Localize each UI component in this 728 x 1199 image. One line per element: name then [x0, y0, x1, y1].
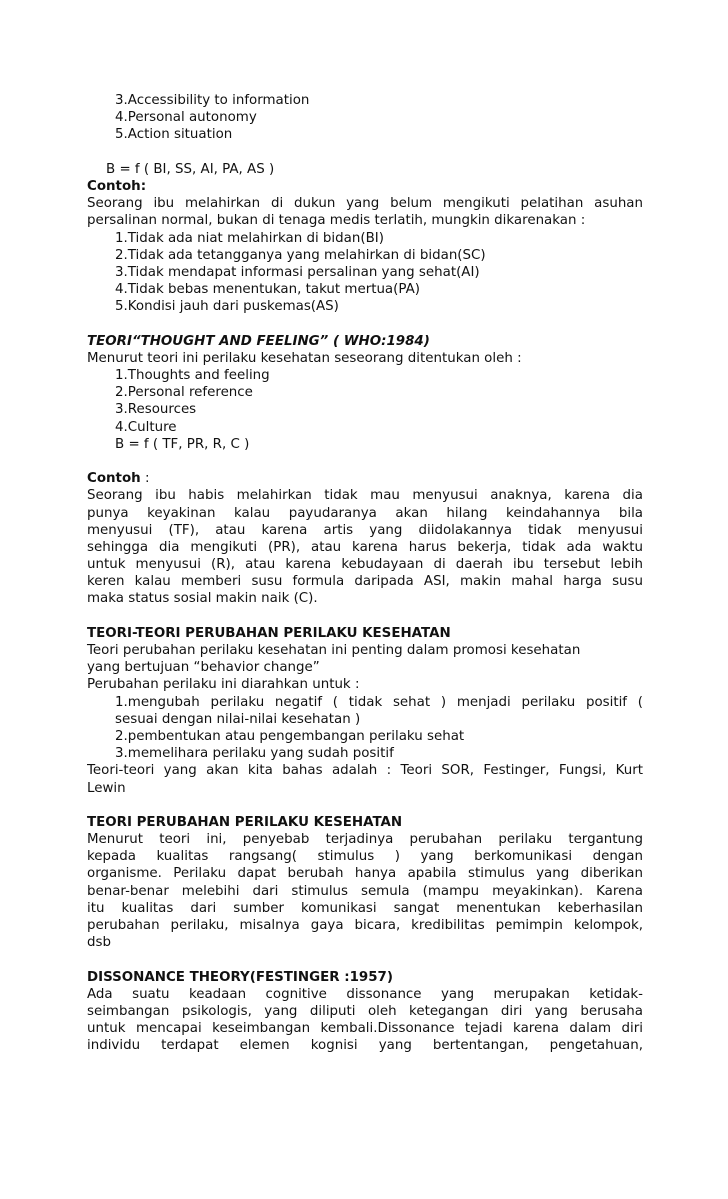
list-item: 4.Tidak bebas menentukan, takut mertua(PA) [115, 282, 420, 298]
paragraph-line: individu terdapat elemen kognisi yang bertentangan, pengetahuan, [87, 1038, 643, 1054]
list-item: 3.memelihara perilaku yang sudah positif [115, 746, 394, 762]
paragraph-line: untuk mencapai keseimbangan kembali.Dissonance tejadi karena dalam diri [87, 1021, 643, 1037]
paragraph-line: punya keyakinan kalau payudaranya akan hilang keindahannya bila [87, 505, 643, 521]
paragraph-line: itu kualitas dari sumber komunikasi sangat menentukan keberhasilan [87, 900, 643, 916]
paragraph-line: untuk menyusui (R), atau karena kebudayaan di daerah ibu tersebut lebih [87, 557, 643, 573]
list-item: 3.Resources [115, 402, 197, 418]
list-item: 3.Accessibility to information [115, 93, 310, 108]
list-item: sesuai dengan nilai-nilai kesehatan ) [115, 711, 361, 727]
paragraph-line: Seorang ibu habis melahirkan tidak mau menyusui anaknya, karena dia [87, 488, 643, 504]
paragraph-line: perubahan perilaku, misalnya gaya bicara, kredibilitas pemimpin kelompok, [87, 918, 643, 933]
paragraph-line: keren kalau memberi susu formula daripada ASI, makin mahal harga susu [87, 574, 643, 590]
list-item: 4.Culture [115, 419, 177, 435]
section-heading: TEORI“THOUGHT AND FEELING” ( WHO:1984) [87, 333, 430, 349]
list-item: 1.Thoughts and feeling [115, 368, 270, 383]
paragraph-line: Perubahan perilaku ini diarahkan untuk : [87, 677, 360, 693]
paragraph-line: Teori-teori yang akan kita bahas adalah : Teori SOR, Festinger, Fungsi, Kurt [87, 763, 643, 779]
document-page [87, 92, 643, 1055]
paragraph-line: benar-benar melebihi dari stimulus semula (mampu meyakinkan). Karena [87, 883, 643, 899]
list-item: 2.Personal reference [115, 385, 253, 401]
list-item: 1.Tidak ada niat melahirkan di bidan(BI) [115, 230, 384, 246]
paragraph-line: sehingga dia mengikuti (PR), atau karena harus bekerja, tidak ada waktu [87, 539, 643, 555]
paragraph-line: Ada suatu keadaan cognitive dissonance yang merupakan ketidak- [87, 986, 643, 1002]
section-heading: TEORI-TEORI PERUBAHAN PERILAKU KESEHATAN [87, 625, 451, 641]
formula: B = f ( BI, SS, AI, PA, AS ) [106, 161, 275, 177]
paragraph-line: menyusui (TF), atau karena artis yang diidolakannya tidak menyusui [87, 522, 643, 538]
paragraph-line: maka status sosial makin naik (C). [87, 591, 318, 607]
list-item: 4.Personal autonomy [115, 110, 257, 126]
example-label-row [87, 470, 643, 487]
section-heading: TEORI PERUBAHAN PERILAKU KESEHATAN [87, 814, 403, 830]
list-item: 5.Kondisi jauh dari puskemas(AS) [115, 299, 339, 315]
paragraph-line: yang bertujuan “behavior change” [87, 660, 320, 676]
paragraph-line: dsb [87, 935, 111, 951]
paragraph-line: Teori perubahan perilaku kesehatan ini penting dalam promosi kesehatan [87, 643, 581, 658]
section-heading: DISSONANCE THEORY(FESTINGER :1957) [87, 969, 393, 985]
paragraph-line: Seorang ibu melahirkan di dukun yang belum mengikuti pelatihan asuhan [87, 196, 643, 212]
list-item: 2.pembentukan atau pengembangan perilaku sehat [115, 728, 465, 744]
list-item: 3.Tidak mendapat informasi persalinan yang sehat(AI) [115, 264, 480, 280]
example-label: Contoh [87, 471, 141, 487]
formula: B = f ( TF, PR, R, C ) [115, 436, 250, 452]
paragraph-line: kepada kualitas rangsang( stimulus ) yang berkomunikasi dengan [87, 849, 643, 865]
paragraph-line: organisme. Perilaku dapat berubah hanya apabila stimulus yang diberikan [87, 866, 643, 882]
paragraph-line: persalinan normal, bukan di tenaga medis terlatih, mungkin dikarenakan : [87, 213, 586, 229]
list-item: 5.Action situation [115, 127, 233, 143]
list-item: 2.Tidak ada tetangganya yang melahirkan di bidan(SC) [115, 247, 486, 263]
example-label: Contoh: [87, 178, 147, 194]
paragraph-line: Lewin [87, 780, 126, 796]
paragraph-line: Menurut teori ini perilaku kesehatan seseorang ditentukan oleh : [87, 350, 522, 366]
paragraph-line: seimbangan psikologis, yang diliputi oleh ketegangan diri yang berusaha [87, 1003, 643, 1019]
list-item: 1.mengubah perilaku negatif ( tidak sehat ) menjadi perilaku positif ( [115, 694, 643, 710]
example-colon: : [140, 471, 150, 487]
paragraph-line: Menurut teori ini, penyebab terjadinya perubahan perilaku tergantung [87, 832, 643, 848]
